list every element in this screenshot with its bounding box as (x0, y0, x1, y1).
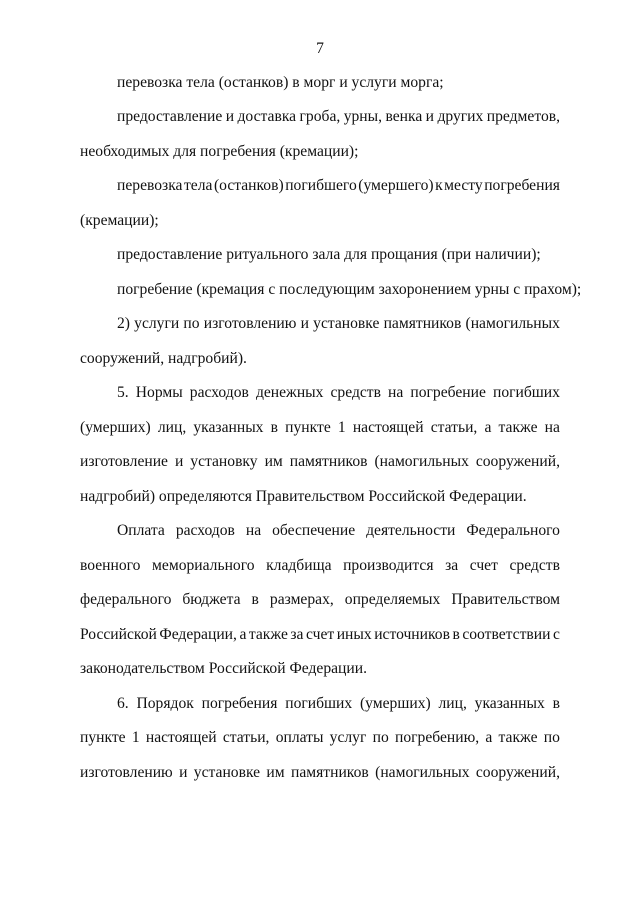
word: доставка (237, 108, 297, 125)
word: и (179, 764, 188, 781)
word: а (484, 419, 492, 436)
word: услуги (134, 315, 180, 332)
text-line-justified (117, 315, 560, 333)
word: (намогильных (374, 453, 469, 470)
word: лиц, (438, 695, 467, 712)
word: перевозка (117, 177, 183, 194)
word: гроба, (299, 108, 341, 125)
word: иных (336, 626, 372, 643)
word: погребения (484, 177, 560, 194)
text-line: законодательством Российской Федерации. (80, 660, 367, 677)
word: деятельности (366, 522, 456, 539)
word: кладбища (266, 557, 332, 574)
word: и (225, 108, 235, 125)
word: услуг (329, 729, 367, 746)
word: лиц, (157, 419, 187, 436)
word: пункте (80, 729, 126, 746)
word: и (174, 453, 184, 470)
word: в (552, 695, 560, 712)
text-line-justified (80, 764, 560, 782)
word: месту (444, 177, 483, 194)
word: производится (343, 557, 434, 574)
word: памятников (291, 764, 369, 781)
word: счет (306, 626, 335, 643)
word: на (388, 384, 404, 401)
word: также (248, 626, 288, 643)
word: бюджета (182, 591, 241, 608)
word: обеспечение (272, 522, 356, 539)
word: погребения (201, 695, 278, 712)
word: Федерации, (159, 626, 237, 643)
word: по (183, 315, 200, 332)
word: погибших (492, 384, 560, 401)
word: (умершего) (358, 177, 434, 194)
word: указанных (193, 419, 264, 436)
text-line: необходимых для погребения (кремации); (80, 143, 359, 160)
word: также (498, 729, 538, 746)
word: 2) (117, 315, 130, 332)
word: венка (385, 108, 423, 125)
word: статьи, (222, 729, 270, 746)
word: Порядок (136, 695, 194, 712)
word: (умерших) (359, 695, 431, 712)
text-line-justified (117, 522, 560, 540)
word: (намогильных (375, 764, 470, 781)
word: установке (193, 764, 261, 781)
word: по (543, 729, 560, 746)
word: мемориального (152, 557, 255, 574)
word: статьи, (430, 419, 478, 436)
word: изготовлению (203, 315, 297, 332)
word: сооружений, (475, 453, 560, 470)
text-line-justified (80, 419, 560, 437)
text-line-justified (80, 729, 560, 747)
text-line: сооружений, надгробий). (80, 350, 247, 367)
word: в (251, 591, 259, 608)
word: изготовлению (80, 764, 173, 781)
word: 1 (337, 419, 346, 436)
word: на (544, 419, 560, 436)
word: (останков) (213, 177, 284, 194)
word: 6. (117, 695, 129, 712)
text-line-justified (117, 695, 560, 713)
word: источников (374, 626, 450, 643)
word: установку (190, 453, 258, 470)
text-line-justified (80, 591, 560, 609)
word: Правительством (451, 591, 560, 608)
word: настоящей (145, 729, 217, 746)
word: предоставление (117, 108, 223, 125)
word: по (372, 729, 389, 746)
word: изготовление (80, 453, 168, 470)
word: памятников (289, 453, 368, 470)
word: денежных (255, 384, 324, 401)
word: в (452, 626, 460, 643)
word: к (435, 177, 443, 194)
text-line: предоставление ритуального зала для прощания (при наличии); (117, 246, 541, 263)
page-number: 7 (316, 40, 324, 57)
word: с (552, 626, 560, 643)
text-line: перевозка тела (останков) в морг и услуги морга; (117, 74, 444, 91)
word: 5. (117, 384, 129, 401)
word: а (485, 729, 493, 746)
word: настоящей (352, 419, 424, 436)
word: и (425, 108, 435, 125)
word: 1 (131, 729, 140, 746)
word: сооружений, (475, 764, 560, 781)
text-line: (кремации); (80, 212, 159, 229)
word: счет (469, 557, 498, 574)
word: других (437, 108, 484, 125)
word: определяемых (344, 591, 441, 608)
word: расходов (175, 522, 235, 539)
word: на (245, 522, 262, 539)
word: Российской (80, 626, 157, 643)
word: расходов (189, 384, 249, 401)
text-line-justified (117, 108, 560, 126)
word: Нормы (135, 384, 183, 401)
word: предметов, (486, 108, 560, 125)
word: (умерших) (80, 419, 151, 436)
word: размерах, (269, 591, 334, 608)
word: (намогильных (465, 315, 560, 332)
word: средств (509, 557, 560, 574)
word: пункте (285, 419, 331, 436)
text-line-justified (80, 453, 560, 471)
word: Федерального (466, 522, 560, 539)
text-line-justified (117, 177, 560, 195)
word: им (266, 764, 285, 781)
word: установке (313, 315, 380, 332)
word: а (239, 626, 247, 643)
text-line-justified (80, 626, 560, 644)
text-line-justified (117, 384, 560, 402)
word: указанных (474, 695, 545, 712)
word: погребению, (395, 729, 480, 746)
text-line-justified (80, 557, 560, 575)
word: тела (183, 177, 213, 194)
word: в (270, 419, 278, 436)
word: Оплата (117, 522, 165, 539)
text-line: надгробий) определяются Правительством Российской Федерации. (80, 488, 527, 505)
word: соответствии (462, 626, 551, 643)
text-line: погребение (кремация с последующим захоронением урны с прахом); (117, 281, 582, 298)
word: погибших (285, 695, 353, 712)
word: урны, (343, 108, 383, 125)
word: памятников (383, 315, 462, 332)
word: федерального (80, 591, 172, 608)
word: за (445, 557, 459, 574)
word: погибшего (285, 177, 357, 194)
word: за (290, 626, 304, 643)
word: также (498, 419, 538, 436)
word: оплаты (275, 729, 324, 746)
word: и (300, 315, 309, 332)
word: военного (80, 557, 141, 574)
word: им (264, 453, 283, 470)
word: средств (330, 384, 381, 401)
word: погребение (410, 384, 486, 401)
